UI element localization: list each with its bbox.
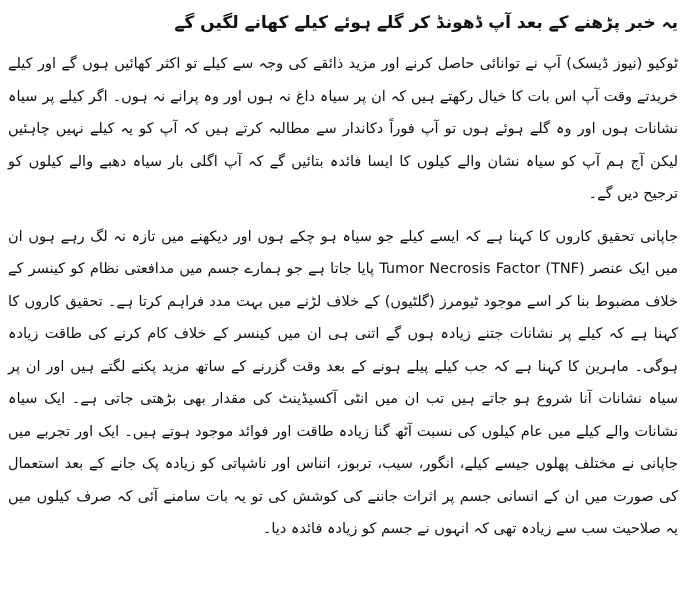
article-paragraph-1: ٹوکیو (نیوز ڈیسک) آپ نے توانائی حاصل کرنے اور مزید ذائقے کی وجہ سے کیلے تو اکثر کھائیں ہوں گے اور کیلے خریدتے وقت آپ اس بات کا خیال رکھتے ہیں کہ ان پر سیاہ داغ نہ ہوں اور وہ پرانے نہ ہوں۔ اگر کیلے پر سیاہ نشانات ہوں اور وہ گلے ہوئے ہوں تو آپ فوراً دکاندار سے مطالبہ کرتے ہیں کہ آپ کو یہ کیلے نہیں چاہئیں لیکن آج ہم آپ کو سیاہ نشان والے کیلوں کا ایسا فائدہ بتائیں گے کہ آپ اگلی بار سیاہ دھبے والے کیلوں کو ترجیح دیں گے۔ bbox=[8, 56, 678, 202]
article-headline: یہ خبر پڑھنے کے بعد آپ ڈھونڈ کر گلے ہوئے کیلے کھانے لگیں گے bbox=[174, 13, 678, 33]
article-paragraph-2: جاپانی تحقیق کاروں کا کہنا ہے کہ ایسے کیلے جو سیاہ ہو چکے ہوں اور دیکھنے میں تازہ نہ لگ رہے ہوں ان میں ایک عنصر Tumor Necrosis Factor (TNF) پایا جاتا ہے جو ہمارے جسم میں مدافعتی نظام کو کینسر کے خلاف مضبوط بنا کر اسے موجود ٹیومرز (گلٹیوں) کے خلاف لڑنے میں بہت مدد فراہم کرتا ہے۔ تحقیق کاروں کا کہنا ہے کہ کیلے پر نشانات جتنے زیادہ ہوں گے اتنی ہی ان میں کینسر کے خلاف کام کرنے کی طاقت زیادہ ہوگی۔ ماہرین کا کہنا ہے کہ جب کیلے پیلے ہونے کے بعد وقت گزرنے کے ساتھ مزید پکنے لگتے ہیں اور ان پر سیاہ نشانات آنا شروع ہو جاتے ہیں تب ان میں انٹی آکسیڈینٹ کی مقدار بھی بڑھتی جاتی ہے۔ ایک سیاہ نشانات والے کیلے میں عام کیلوں کی نسبت آٹھ گنا زیادہ طاقت اور فوائد موجود ہوتے ہیں۔ ایک اور تجربے میں جاپانی نے مختلف پھلوں جیسے کیلے، انگور، سیب، تربوز، انناس اور ناشپاتی کو زیادہ پک جانے کے بعد استعمال کی صورت میں ان کے انسانی جسم پر اثرات جاننے کی کوشش کی تو یہ بات سامنے آئی کہ صرف کیلوں میں یہ صلاحیت سب سے زیادہ تھی کہ انہوں نے جسم کو زیادہ فائدہ دیا۔ bbox=[8, 228, 679, 537]
article bbox=[8, 8, 678, 556]
